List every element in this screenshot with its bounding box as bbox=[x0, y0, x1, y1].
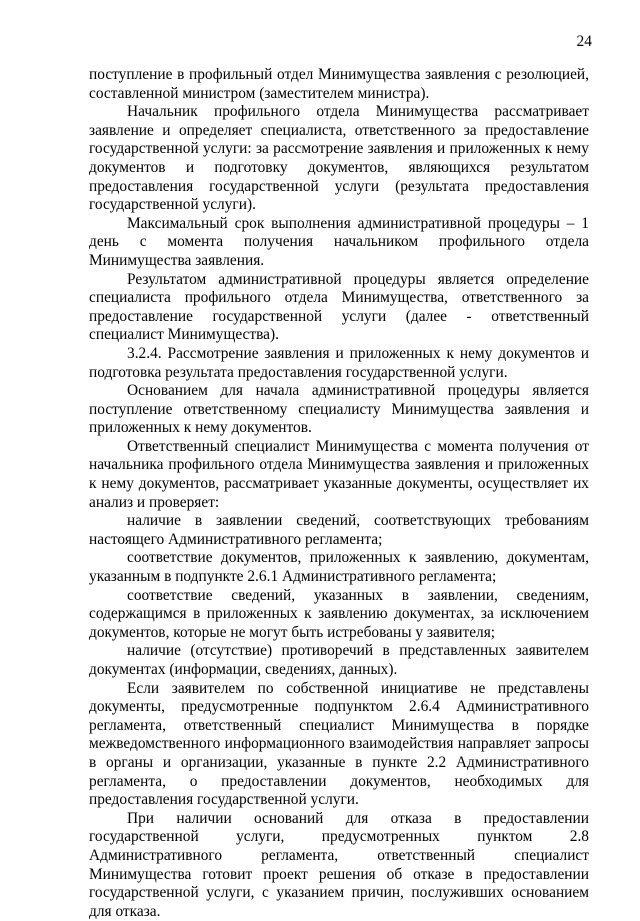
paragraph: При наличии оснований для отказа в предоставлении государственной услуги, предусмотренных пунктом 2.8 Административного регламента, ответственный специалист Минимущества готовит проект решения об отказе в предоставлении государственной услуги, с указанием причин, послуживших основанием для отказа. bbox=[89, 809, 589, 920]
document-body bbox=[89, 66, 589, 921]
paragraph: Максимальный срок выполнения административной процедуры – 1 день с момента получения начальником профильного отдела Минимущества заявления. bbox=[89, 214, 589, 269]
page-number: 24 bbox=[576, 33, 592, 50]
paragraph-continuation: поступление в профильный отдел Минимущества заявления с резолюцией, составленной министром (заместителем министра). bbox=[89, 66, 589, 102]
checklist-item: наличие (отсутствие) противоречий в представленных заявителем документах (информации, сведениях, данных). bbox=[89, 642, 589, 678]
checklist-item: соответствие сведений, указанных в заявлении, сведениям, содержащимся в приложенных к заявлению документах, за исключением документов, которые не могут быть истребованы у заявителя; bbox=[89, 586, 589, 641]
paragraph: Начальник профильного отдела Минимущества рассматривает заявление и определяет специалиста, ответственного за предоставление государственной услуги: за рассмотрение заявления и приложенных к нему документов и подготовку документов, являющихся результатом предоставления государственной услуги (результата предоставления государственной услуги). bbox=[89, 103, 589, 214]
paragraph: Результатом административной процедуры является определение специалиста профильного отдела Минимущества, ответственного за предоставление государственной услуги (далее - ответственный специалист Минимущества). bbox=[89, 270, 589, 344]
checklist-item: наличие в заявлении сведений, соответствующих требованиям настоящего Административного регламента; bbox=[89, 512, 589, 548]
paragraph: Если заявителем по собственной инициативе не представлены документы, предусмотренные подпунктом 2.6.4 Административного регламента, ответственный специалист Минимущества в порядке межведомственного информационного взаимодействия направляет запросы в органы и организации, указанные в пункте 2.2 Административного регламента, о предоставлении документов, необходимых для предоставления государственной услуги. bbox=[89, 679, 589, 809]
section-heading-3-2-4: 3.2.4. Рассмотрение заявления и приложенных к нему документов и подготовка результата предоставления государственной услуги. bbox=[89, 344, 589, 381]
paragraph: Основанием для начала административной процедуры является поступление ответственному специалисту Минимущества заявления и приложенных к нему документов. bbox=[89, 382, 589, 437]
paragraph: Ответственный специалист Минимущества с момента получения от начальника профильного отдела Минимущества заявления и приложенных к нему документов, рассматривает указанные документы, осуществляет их анализ и проверяет: bbox=[89, 437, 589, 511]
checklist-item: соответствие документов, приложенных к заявлению, документам, указанным в подпункте 2.6.1 Административного регламента; bbox=[89, 549, 589, 586]
